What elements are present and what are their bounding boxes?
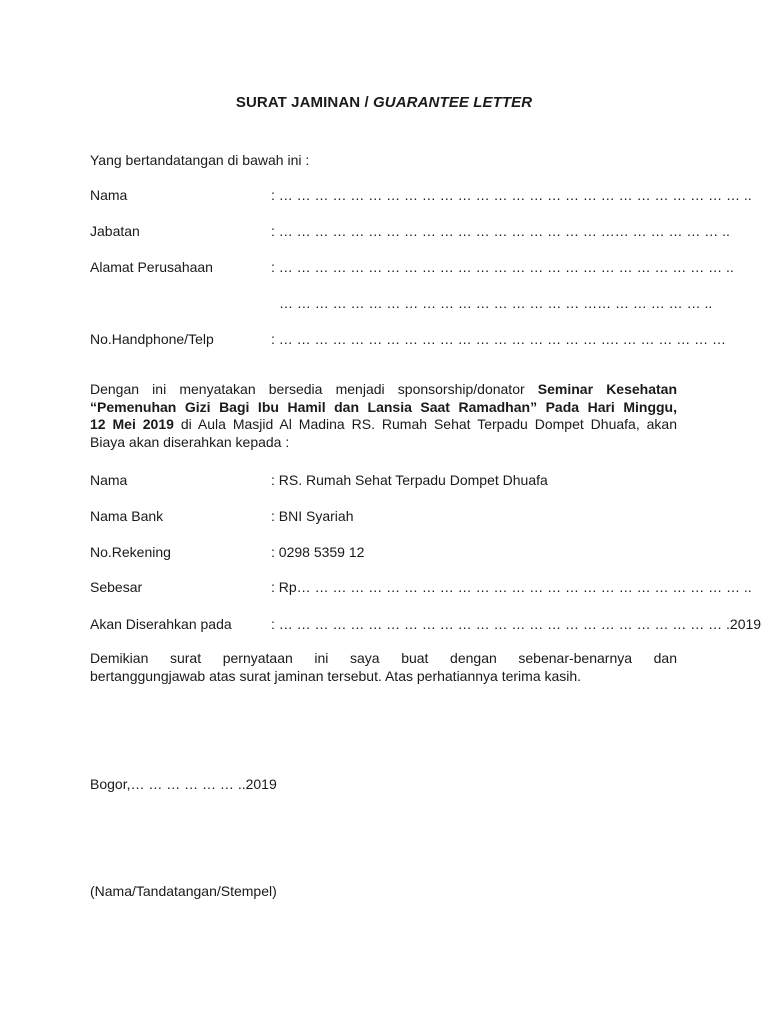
closing-line-1: Demikian surat pernyataan ini saya buat dengan sebenar-benarnya dan — [90, 650, 677, 666]
closing-paragraph — [90, 650, 677, 685]
payment-label-diserahkan: Akan Diserahkan pada — [90, 616, 232, 632]
intro-text: Yang bertandatangan di bawah ini : — [90, 152, 310, 168]
payment-value-bank: : BNI Syariah — [271, 508, 354, 524]
payment-value-rekening: : 0298 5359 12 — [271, 544, 365, 560]
payment-label-rekening: No.Rekening — [90, 544, 171, 560]
statement-line-3 — [90, 416, 677, 434]
payment-value-nama: : RS. Rumah Sehat Terpadu Dompet Dhuafa — [271, 472, 548, 488]
statement-line-1-plain: Dengan ini menyatakan bersedia menjadi sponsorship/donator — [90, 381, 538, 397]
statement-line-2 — [90, 399, 677, 417]
place-date: Bogor,… … … … … … ..2019 — [90, 776, 277, 792]
field-label-telp: No.Handphone/Telp — [90, 331, 214, 347]
statement-line-3-bold: 12 Mei 2019 — [90, 416, 174, 432]
statement-line-2-bold: “Pemenuhan Gizi Bagi Ibu Hamil dan Lansia Saat Ramadhan” Pada Hari Minggu, — [90, 398, 677, 415]
title-italic: GUARANTEE LETTER — [373, 94, 533, 111]
statement-line-1-bold: Seminar Kesehatan — [537, 381, 677, 397]
field-value-jabatan: : … … … … … … … … … … … … … … … … … … …… … … … … … .. — [271, 223, 730, 239]
closing-line-2: bertanggungjawab atas surat jaminan tersebut. Atas perhatiannya terima kasih. — [90, 667, 582, 684]
payment-value-diserahkan: : … … … … … … … … … … … … … … … … … … … … … … … … … .2019 — [271, 616, 762, 632]
field-value-telp: : … … … … … … … … … … … … … … … … … … …. … … … … … … — [271, 331, 727, 347]
letter-title — [0, 94, 768, 111]
field-value-nama: : … … … … … … … … … … … … … … … … … … … … … … … … … … .. — [271, 187, 752, 203]
statement-paragraph — [90, 381, 677, 451]
statement-line-3-plain: di Aula Masjid Al Madina RS. Rumah Sehat Terpadu Dompet Dhuafa, akan — [173, 416, 677, 432]
field-label-alamat: Alamat Perusahaan — [90, 259, 213, 275]
field-label-jabatan: Jabatan — [90, 223, 140, 239]
payment-label-nama: Nama — [90, 472, 128, 488]
signature-label: (Nama/Tandatangan/Stempel) — [90, 883, 277, 899]
field-label-nama: Nama — [90, 187, 128, 203]
field-value-alamat-continued: … … … … … … … … … … … … … … … … … …… … … … … … .. — [279, 295, 713, 311]
title-plain: SURAT JAMINAN / — [235, 94, 374, 111]
payment-label-bank: Nama Bank — [90, 508, 164, 524]
payment-value-sebesar: : Rp… … … … … … … … … … … … … … … … … … … … … … … … … .. — [271, 579, 752, 595]
payment-label-sebesar: Sebesar — [90, 579, 143, 595]
statement-line-4: Biaya akan diserahkan kepada : — [90, 433, 290, 450]
statement-line-1 — [90, 381, 677, 399]
field-value-alamat: : … … … … … … … … … … … … … … … … … … … … … … … … … .. — [271, 259, 734, 275]
